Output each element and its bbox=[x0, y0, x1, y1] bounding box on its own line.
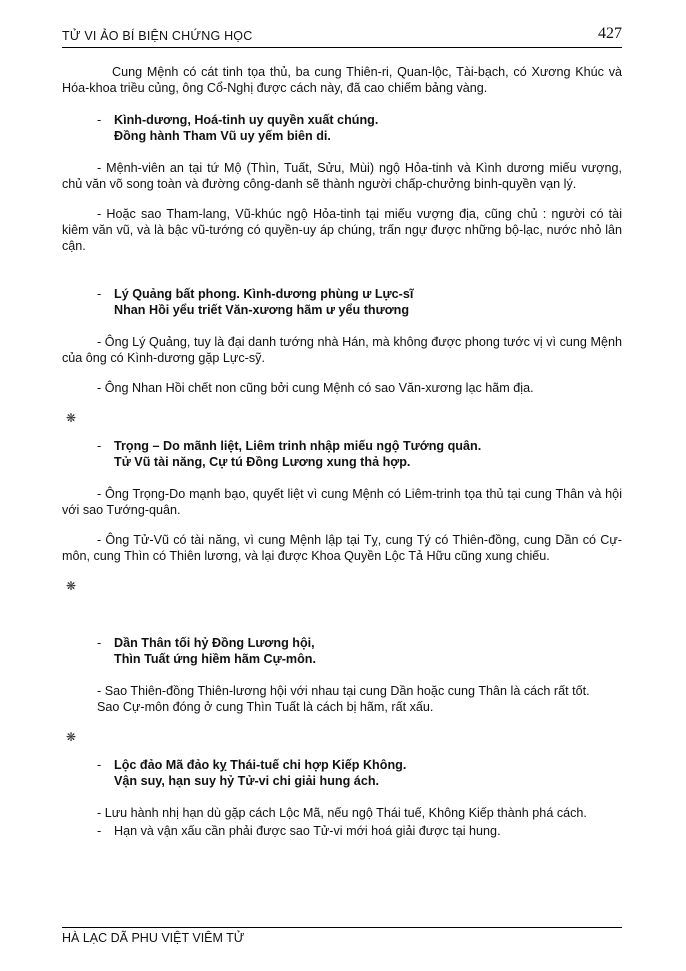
paragraph-9: Sao Cự-môn đóng ở cung Thìn Tuất là cách bị hãm, rất xấu. bbox=[97, 700, 434, 714]
verse-heading-5 bbox=[62, 757, 622, 789]
paragraph-8: - Sao Thiên-đồng Thiên-lương hội với nhau tại cung Dần hoặc cung Thân là cách rất tốt. bbox=[97, 684, 590, 698]
verse-2-line-1: Lý Quảng bất phong. Kình-dương phùng ư Lực-sĩ bbox=[114, 287, 414, 301]
verse-5-line-2: Vận suy, hạn suy hỷ Tử-vi chi giải hung ách. bbox=[114, 774, 380, 788]
verse-2-line-2: Nhan Hồi yểu triết Văn-xương hãm ư yểu thương bbox=[114, 303, 410, 317]
header-title: TỬ VI ẢO BÍ BIỆN CHỨNG HỌC bbox=[62, 29, 253, 43]
page-footer bbox=[62, 927, 622, 945]
footer-text: HÀ LẠC DÃ PHU VIỆT VIÊM TỬ bbox=[62, 931, 245, 945]
section-divider-star: ❋ bbox=[66, 411, 77, 425]
dash-marker: - bbox=[97, 113, 102, 127]
paragraph-11 bbox=[62, 823, 622, 839]
verse-1-line-2: Đồng hành Tham Vũ uy yếm biên di. bbox=[114, 129, 331, 143]
paragraph-4: - Ông Lý Quảng, tuy là đại danh tướng nhà Hán, mà không được phong tước vị vì cung Mệnh của ông có Kình-dương gặp Lực-sỹ. bbox=[62, 335, 622, 365]
verse-heading-1 bbox=[62, 112, 622, 144]
section-divider-star: ❋ bbox=[66, 730, 77, 744]
dash-marker: - bbox=[97, 758, 102, 772]
paragraph-3: - Hoặc sao Tham-lang, Vũ-khúc ngộ Hỏa-tinh tại miếu vượng địa, cũng chủ : người có tài kiêm văn vũ, và là bậc vũ-tướng có quyền-uy áp chúng, trấn ngự được những bộ-lạc, nước nhỏ lân cận. bbox=[62, 207, 622, 253]
verse-heading-3 bbox=[62, 438, 622, 470]
section-divider-star: ❋ bbox=[66, 579, 77, 593]
page-number: 427 bbox=[598, 25, 622, 42]
paragraph-1: Cung Mệnh có cát tinh tọa thủ, ba cung Thiên-ri, Quan-lộc, Tài-bạch, có Xương Khúc và Hóa-khoa triều củng, ông Cổ-Nghị được cách này, đã cao chiếm bảng vàng. bbox=[62, 65, 622, 95]
dash-marker: - bbox=[97, 439, 102, 453]
verse-5-line-1: Lộc đảo Mã đảo kỵ Thái-tuế chi hợp Kiếp Không. bbox=[114, 758, 407, 772]
dash-marker: - bbox=[97, 636, 102, 650]
page-header bbox=[62, 27, 622, 48]
verse-4-line-2: Thìn Tuất ứng hiềm hãm Cự-môn. bbox=[114, 652, 317, 666]
verse-heading-4 bbox=[62, 635, 622, 667]
paragraph-6: - Ông Trọng-Do mạnh bạo, quyết liệt vì cung Mệnh có Liêm-trinh tọa thủ tại cung Thân và hội với sao Tướng-quân. bbox=[62, 487, 622, 517]
paragraph-5: - Ông Nhan Hồi chết non cũng bởi cung Mệnh có sao Văn-xương lạc hãm địa. bbox=[97, 381, 534, 395]
verse-3-line-1: Trọng – Do mãnh liệt, Liêm trinh nhập miếu ngộ Tướng quân. bbox=[114, 439, 482, 453]
verse-3-line-2: Tử Vũ tài năng, Cự tú Đồng Lương xung thả hợp. bbox=[114, 455, 411, 469]
verse-heading-2 bbox=[62, 286, 622, 318]
dash-marker: - bbox=[97, 287, 102, 301]
paragraph-7: - Ông Tử-Vũ có tài năng, vì cung Mệnh lập tại Tỵ, cung Tý có Thiên-đồng, cung Dần có Cự-môn, cung Thìn có Thiên lương, và lại được Khoa Quyền Lộc Tả Hữu cũng xung chiếu. bbox=[62, 533, 622, 563]
paragraph-11-text: Hạn và vận xấu cần phải được sao Tử-vi mới hoá giải được tại hung. bbox=[114, 824, 501, 838]
dash-marker: - bbox=[97, 824, 102, 838]
verse-4-line-1: Dần Thân tối hỷ Đồng Lương hội, bbox=[114, 636, 315, 650]
paragraph-10: - Lưu hành nhị hạn dù gặp cách Lộc Mã, nếu ngộ Thái tuế, Không Kiếp thành phá cách. bbox=[97, 806, 587, 820]
paragraph-2: - Mệnh-viên an tại tứ Mộ (Thìn, Tuất, Sửu, Mùi) ngộ Hỏa-tinh và Kình dương miếu vượng, chủ văn võ song toàn và đường công-danh sẽ thành người chấp-chưởng binh-quyền vạn lý. bbox=[62, 161, 622, 191]
verse-1-line-1: Kình-dương, Hoá-tinh uy quyền xuất chúng. bbox=[114, 113, 379, 127]
page-body bbox=[62, 64, 622, 839]
